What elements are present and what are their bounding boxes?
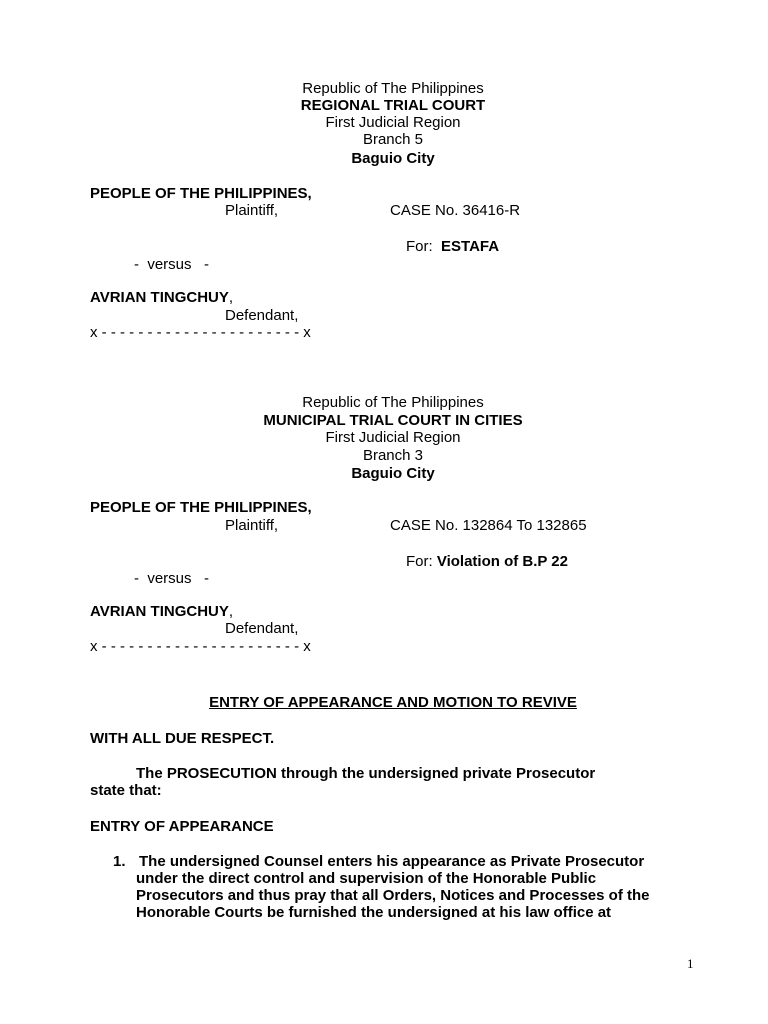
- defendant-party: [90, 603, 233, 621]
- list-item-line: Prosecutors and thus pray that all Orders, Notices and Processes of the: [136, 887, 650, 904]
- city: Baguio City: [351, 150, 435, 167]
- city: Baguio City: [351, 465, 435, 482]
- defendant-comma: ,: [228, 289, 234, 306]
- caption-separator: x - - - - - - - - - - - - - - - - - - - - - - x: [90, 638, 311, 655]
- salutation: WITH ALL DUE RESPECT.: [90, 730, 275, 747]
- page-number: 1: [687, 956, 694, 971]
- defendant-name: AVRIAN TINGCHUY: [90, 289, 229, 306]
- caption-separator: x - - - - - - - - - - - - - - - - - - - - - - x: [90, 324, 311, 341]
- plaintiff-label: Plaintiff,: [225, 202, 279, 219]
- plaintiff-label: Plaintiff,: [225, 517, 279, 534]
- court-name: REGIONAL TRIAL COURT: [300, 97, 486, 114]
- defendant-name: AVRIAN TINGCHUY: [90, 603, 229, 620]
- branch: Branch 5: [362, 131, 424, 148]
- defendant-party: [90, 289, 233, 307]
- defendant-comma: ,: [228, 603, 234, 620]
- republic-line: Republic of The Philippines: [302, 394, 484, 411]
- versus: - versus -: [134, 570, 210, 587]
- branch: Branch 3: [362, 447, 424, 464]
- court-name: MUNICIPAL TRIAL COURT IN CITIES: [263, 412, 523, 429]
- plaintiff-party-name: PEOPLE OF THE PHILIPPINES,: [90, 185, 312, 202]
- intro-paragraph-line-1: The PROSECUTION through the undersigned private Prosecutor: [136, 765, 596, 782]
- republic-line: Republic of The Philippines: [302, 80, 484, 97]
- for-line: [406, 238, 499, 256]
- charge: Violation of B.P 22: [436, 553, 568, 570]
- defendant-label: Defendant,: [225, 620, 299, 637]
- case-number: CASE No. 36416-R: [390, 202, 521, 219]
- case-number: CASE No. 132864 To 132865: [390, 517, 587, 534]
- for-line: [406, 553, 568, 571]
- judicial-region: First Judicial Region: [325, 114, 461, 131]
- list-item-line: under the direct control and supervision of the Honorable Public: [136, 870, 597, 887]
- for-label: For:: [406, 238, 433, 255]
- charge: ESTAFA: [441, 238, 500, 255]
- plaintiff-party-name: PEOPLE OF THE PHILIPPINES,: [90, 499, 312, 516]
- section-heading: ENTRY OF APPEARANCE: [90, 818, 274, 835]
- defendant-label: Defendant,: [225, 307, 299, 324]
- for-label: For:: [406, 553, 433, 570]
- list-item-number: 1.: [113, 853, 126, 870]
- list-item-line: The undersigned Counsel enters his appearance as Private Prosecutor: [139, 853, 645, 870]
- judicial-region: First Judicial Region: [325, 429, 461, 446]
- versus: - versus -: [134, 256, 210, 273]
- list-item-line: Honorable Courts be furnished the undersigned at his law office at: [136, 904, 612, 921]
- document-title: ENTRY OF APPEARANCE AND MOTION TO REVIVE: [209, 694, 577, 711]
- intro-paragraph-line-2: state that:: [90, 782, 162, 799]
